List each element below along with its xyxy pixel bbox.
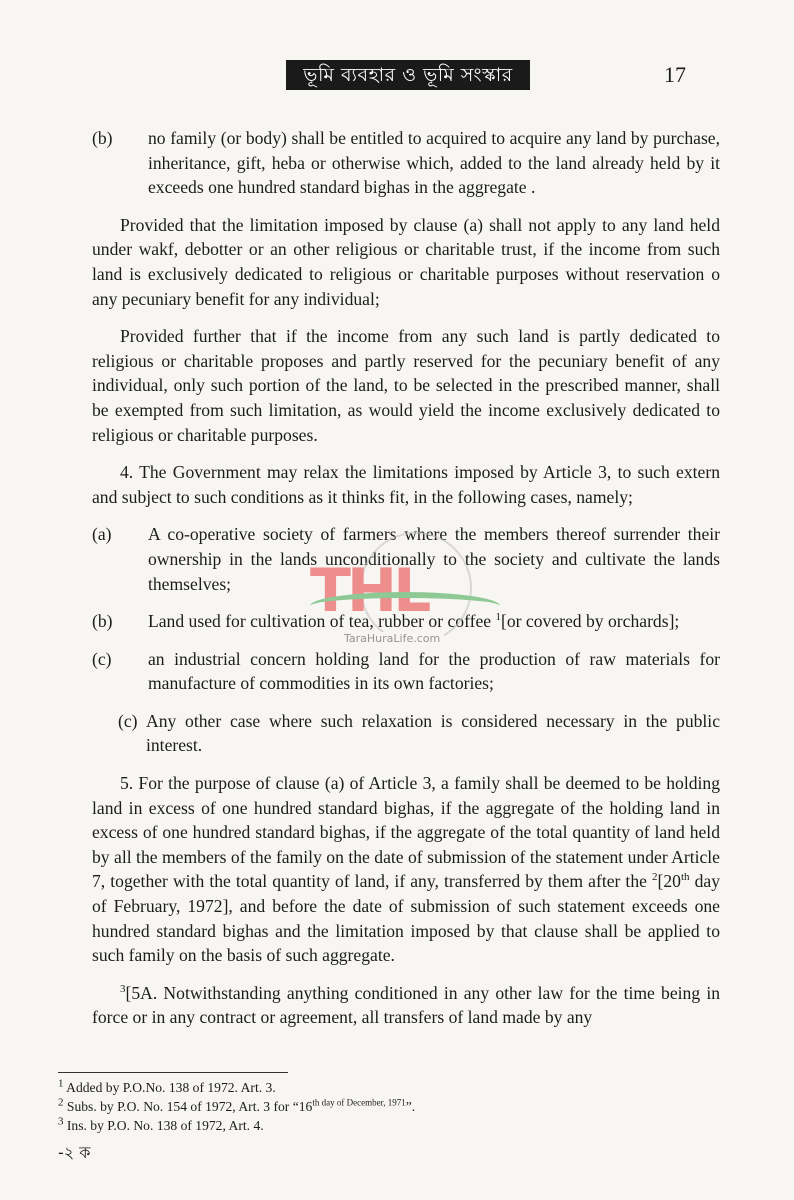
running-header-title: ভূমি ব্যবহার ও ভূমি সংস্কার	[286, 60, 530, 90]
case-text: A co-operative society of farmers where the members thereof surrender their ownership in the lands unconditionally to the society and cultivate the lands themselves;	[148, 524, 720, 594]
footnote-2: $^2$ Subs. by P.O. No. 154 of 1972, Art. 3 for “$16^{th day of December, 1971}$”.	[58, 1096, 416, 1114]
case-text: an industrial concern holding land for the production of raw materials for manufacture of commodities in its own factories;	[148, 648, 720, 694]
article-5a-paragraph: $^3$[5A. Notwithstanding anything conditioned in any other law for the time being in force or in any contract or agreement, all transfers of land made by any	[92, 982, 720, 1028]
proviso-paragraph: Provided that the limitation imposed by clause (a) shall not apply to any land held under wakf, debotter or an other religious or charitable trust, if the income from such land is exclusively dedicated to religious or charitable purposes without reservation o any pecuniary benefit for any individual;	[92, 214, 720, 309]
case-b	[92, 609, 720, 634]
clause-label: (b)	[92, 128, 113, 148]
footnotes	[58, 1078, 738, 1135]
proviso-further-paragraph: Provided further that if the income from any such land is partly dedicated to religious or charitable proposes and partly reserved for the pecuniary benefit of any individual, only such portion of the land, to be selected in the prescribed manner, shall be exempted from such limitation, as would yield the income exclusively dedicated to religious or charitable purposes.	[92, 326, 720, 445]
footnote-ref: 2	[652, 871, 658, 884]
page-number: 17	[664, 62, 686, 87]
footnote-ref: 3	[120, 982, 126, 995]
case-c	[92, 647, 720, 696]
signature-mark: -২ ক	[58, 1143, 91, 1162]
footnote-3: $^3$ Ins. by P.O. No. 138 of 1972, Art. 4.	[58, 1115, 264, 1133]
case-text: Any other case where such relaxation is considered necessary in the public interest.	[146, 710, 720, 756]
clause-b	[92, 126, 720, 200]
article-4-paragraph: 4. The Government may relax the limitations imposed by Article 3, to such extern and subject to such conditions as it thinks fit, in the following cases, namely;	[92, 462, 720, 507]
case-label: (a)	[92, 524, 112, 545]
watermark-site-text: TaraHuraLife.com	[340, 632, 444, 645]
document-body	[92, 126, 720, 1043]
article-5-paragraph: 5. For the purpose of clause (a) of Article 3, a family shall be deemed to be holding land in excess of one hundred standard bighas, if the aggregate of the holding land in excess of one hundred standard bighas, if the aggregate of the total quantity of land held by all the members of the family on the date of submission of the statement under Article 7, together with the total quantity of land, if any, transferred by them after the $^2$[20th day of February, 1972], and before the date of submission of such statement exceeds one hundred standard bighas and the limitation imposed by that clause shall be applied to such family on the basis of such aggregate.	[92, 773, 720, 966]
case-a	[92, 522, 720, 596]
watermark-logo-text: THL	[310, 556, 428, 626]
footnote-ref: 1	[495, 611, 502, 624]
footnote-divider	[58, 1072, 288, 1073]
clause-text: no family (or body) shall be entitled to acquired to acquire any land by purchase, inheritance, gift, heba or otherwise which, added to the land already held by it exceeds one hundred standard bighas in the aggregate .	[148, 128, 720, 198]
case-label: (b)	[92, 611, 113, 632]
case-c-other	[92, 709, 720, 758]
footnote-1: $^1$ Added by P.O.No. 138 of 1972. Art. 3.	[58, 1077, 276, 1095]
case-label: (c)	[92, 648, 112, 669]
case-label: (c)	[118, 710, 138, 731]
case-text: Land used for cultivation of tea, rubber or coffee $^1$[or covered by orchards];	[148, 611, 680, 632]
